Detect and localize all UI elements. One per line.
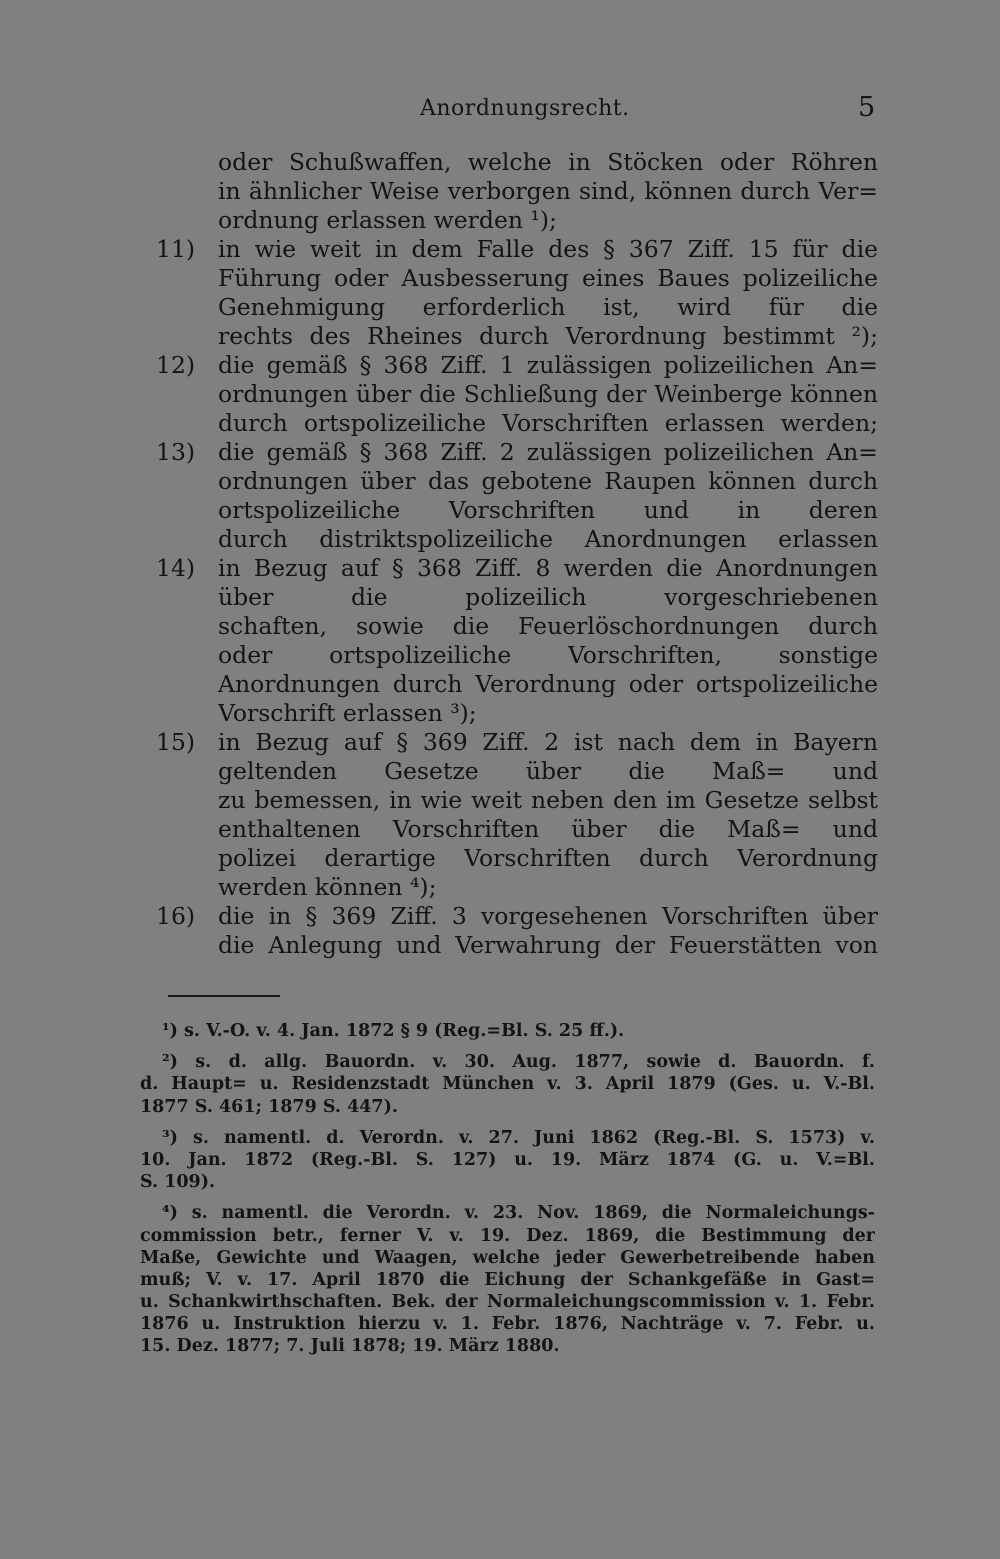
text-line (150, 902, 880, 931)
line-text: polizei derartige Vorschriften durch Verordnung (218, 844, 878, 872)
text-line (150, 148, 880, 177)
text-line (150, 177, 880, 206)
line-text: ortspolizeiliche Vorschriften und in deren (218, 496, 878, 524)
footnote-line: Maße, Gewichte und Waagen, welche jeder Gewerbetreibende haben (140, 1247, 875, 1268)
main-text (150, 148, 880, 960)
footnote (140, 1127, 875, 1194)
text-line (150, 612, 880, 641)
line-text: oder Schußwaffen, welche in Stöcken oder Röhren (218, 148, 878, 176)
text-line (150, 380, 880, 409)
text-line (150, 699, 880, 728)
text-line (150, 757, 880, 786)
text-line (150, 322, 880, 351)
item-number: 12) (156, 351, 196, 379)
line-text: Genehmigung erforderlich ist, wird für die (218, 293, 878, 321)
line-text: schaften, sowie die Feuerlöschordnungen durch (218, 612, 878, 640)
line-text: ordnungen über die Schließung der Weinberge können (218, 380, 878, 408)
line-text: die gemäß § 368 Ziff. 1 zulässigen polizeilichen An= (218, 351, 878, 379)
item-number: 16) (156, 902, 196, 930)
text-line (150, 844, 880, 873)
item-number: 14) (156, 554, 196, 582)
footnote-line: 1876 u. Instruktion hierzu v. 1. Febr. 1876, Nachträge v. 7. Febr. u. (140, 1314, 875, 1335)
footnote-line: 10. Jan. 1872 (Reg.-Bl. S. 127) u. 19. März 1874 (G. u. V.=Bl. (140, 1149, 875, 1170)
running-head: Anordnungsrecht. (420, 96, 630, 121)
line-text: die Anlegung und Verwahrung der Feuerstätten von (218, 931, 878, 959)
line-text: die gemäß § 368 Ziff. 2 zulässigen polizeilichen An= (218, 438, 878, 466)
text-line (150, 438, 880, 467)
footnote-line: muß; V. v. 17. April 1870 die Eichung der Schankgefäße in Gast= (140, 1269, 875, 1290)
text-line (150, 467, 880, 496)
text-line (150, 670, 880, 699)
line-text: über die polizeilich vorgeschriebenen (218, 583, 878, 611)
text-line (150, 583, 880, 612)
line-text: in Bezug auf § 368 Ziff. 8 werden die Anordnungen (218, 554, 878, 582)
text-line (150, 525, 880, 554)
text-line (150, 293, 880, 322)
footnote-line: u. Schankwirthschaften. Bek. der Normaleichungscommission v. 1. Febr. (140, 1292, 875, 1313)
footnote (140, 1020, 875, 1042)
line-text: Anordnungen durch Verordnung oder ortspolizeiliche (218, 670, 878, 698)
text-line (150, 931, 880, 960)
text-line (150, 206, 880, 235)
footnote-line: ²) s. d. allg. Bauordn. v. 30. Aug. 1877, sowie d. Bauordn. f. (162, 1052, 875, 1073)
text-line (150, 409, 880, 438)
line-text: Führung oder Ausbesserung eines Baues polizeiliche (218, 264, 878, 292)
footnote-line: commission betr., ferner V. v. 19. Dez. 1869, die Bestimmung der (140, 1225, 875, 1246)
line-text: rechts des Rheines durch Verordnung bestimmt ²); (218, 322, 878, 350)
line-text: die in § 369 Ziff. 3 vorgesehenen Vorschriften über (218, 902, 878, 930)
footnotes (140, 1020, 875, 1367)
line-text: oder ortspolizeiliche Vorschriften, sonstige (218, 641, 878, 669)
line-text: zu bemessen, in wie weit neben den im Gesetze selbst (218, 786, 878, 814)
text-line (150, 873, 880, 902)
footnote (140, 1202, 875, 1357)
line-text: werden können ⁴); (218, 873, 437, 901)
line-text: in wie weit in dem Falle des § 367 Ziff. 15 für die (218, 235, 878, 263)
line-text: geltenden Gesetze über die Maß= und (218, 757, 878, 785)
line-text: in Bezug auf § 369 Ziff. 2 ist nach dem in Bayern (218, 728, 878, 756)
text-line (150, 351, 880, 380)
text-line (150, 786, 880, 815)
footnote-separator (168, 995, 280, 997)
footnote-line: d. Haupt= u. Residenzstadt München v. 3. April 1879 (Ges. u. V.-Bl. (140, 1074, 875, 1095)
text-line (150, 554, 880, 583)
text-line (150, 728, 880, 757)
footnote-line: 1877 S. 461; 1879 S. 447). (140, 1096, 398, 1117)
footnote-line: ⁴) s. namentl. die Verordn. v. 23. Nov. 1869, die Normaleichungs- (162, 1203, 875, 1224)
footnote-line: S. 109). (140, 1172, 216, 1193)
footnote-line: 15. Dez. 1877; 7. Juli 1878; 19. März 1880. (140, 1336, 560, 1357)
item-number: 15) (156, 728, 196, 756)
text-line (150, 496, 880, 525)
line-text: ordnung erlassen werden ¹); (218, 206, 557, 234)
footnote (140, 1051, 875, 1118)
line-text: ordnungen über das gebotene Raupen können durch (218, 467, 878, 495)
item-number: 13) (156, 438, 196, 466)
line-text: in ähnlicher Weise verborgen sind, können durch Ver= (218, 177, 878, 205)
text-line (150, 235, 880, 264)
text-line (150, 815, 880, 844)
text-line (150, 641, 880, 670)
footnote-line: ¹) s. V.-O. v. 4. Jan. 1872 § 9 (Reg.=Bl. S. 25 ff.). (162, 1021, 625, 1041)
line-text: enthaltenen Vorschriften über die Maß= und (218, 815, 878, 843)
item-number: 11) (156, 235, 196, 263)
line-text: Vorschrift erlassen ³); (218, 699, 477, 727)
line-text: durch ortspolizeiliche Vorschriften erlassen werden; (218, 409, 878, 437)
page-number: 5 (858, 92, 876, 123)
footnote-line: ³) s. namentl. d. Verordn. v. 27. Juni 1862 (Reg.-Bl. S. 1573) v. (162, 1127, 875, 1148)
line-text: durch distriktspolizeiliche Anordnungen erlassen (218, 525, 878, 553)
text-line (150, 264, 880, 293)
